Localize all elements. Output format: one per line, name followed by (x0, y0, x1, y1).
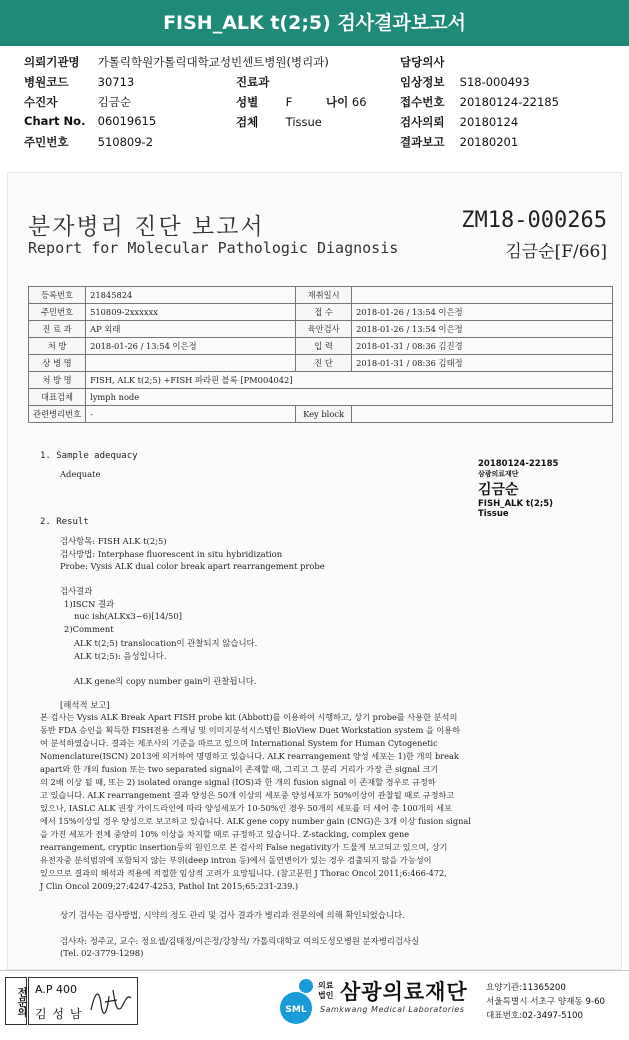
org-info-line: 대표번호:02-3497-5100 (486, 1011, 583, 1021)
table-cell: 21845824 (86, 287, 296, 304)
text-line: [해석적 보고] (60, 700, 110, 710)
sml-logo-text: SML (285, 1005, 307, 1015)
header-value: 510809-2 (97, 135, 154, 149)
text-line: 의 2배 이상 될 때, 또는 2) isolated orange signal (IOS)과 한 개의 fusion signal 이 존재할 경우로 규정하 (40, 777, 436, 787)
table-row (29, 355, 613, 372)
text-line: 1)ISCN 결과 (64, 599, 115, 609)
text-line: 본 검사는 Vysis ALK Break Apart FISH probe kit (Abbott)를 이용하여 시행하고, 상기 probe를 사용한 분석의 (40, 712, 458, 722)
table-cell: FISH, ALK t(2;5) +FISH 파라핀 블록 [PM004042] (86, 372, 613, 389)
header-value: 06019615 (97, 114, 157, 128)
org-name-en: Samkwang Medical Laboratories (320, 1005, 465, 1014)
header-value: 30713 (97, 75, 135, 89)
table-cell: 진 료 과 (29, 321, 86, 338)
header-label: 주민번호 (24, 135, 69, 149)
text-line: 검사방법: Interphase fluorescent in situ hybridization (60, 549, 283, 559)
org-info-line: 서울특별시 서초구 양재동 9-60 (486, 997, 606, 1007)
header-value: Tissue (285, 115, 322, 129)
text-line: Nomenclature(ISCN) 2013에 의거하여 명명하고 있습니다. ALK rearrangement 양성 세포는 1)한 개의 break (40, 751, 459, 761)
header-label: 나이 (326, 95, 349, 109)
text-line: J Clin Oncol 2009;27:4247-4253, Pathol Int 2015;65:231-239.) (40, 881, 299, 891)
specialist-stamp: 전문의 (5, 977, 27, 1025)
text-line: Probe: Vysis ALK dual color break apart rearrangement probe (60, 561, 325, 571)
text-line: ALK t(2;5): 음성입니다. (74, 651, 167, 661)
table-row (29, 406, 613, 423)
text-line: ALK t(2;5) translocation이 관찰되지 않습니다. (74, 638, 258, 648)
table-cell: 대표검체 (29, 389, 86, 406)
text-line: 검사자: 정주교, 교수: 정요셉/김태정/이은정/강창석/ 가톨릭대학교 여의도성모병원 분자병리검사실 (60, 936, 420, 946)
sticker-test: FISH_ALK t(2;5) (478, 499, 554, 509)
org-type (318, 981, 333, 1001)
header-label: 결과보고 (400, 135, 445, 149)
table-cell: 입 력 (296, 338, 352, 355)
table-cell: AP 외래 (86, 321, 296, 338)
header-label: 검체 (236, 115, 259, 129)
header-value: 가톨릭학원가톨릭대학교성빈센트병원(병리과) (97, 55, 329, 69)
header-label: 병원코드 (24, 75, 69, 89)
header-value: 20180124-22185 (459, 95, 559, 109)
text-line: (Tel. 02-3779-1298) (60, 948, 144, 958)
text-line: Adequate (60, 469, 101, 479)
text-line: 동반 FDA 승인을 획득한 FISH전용 스캐닝 및 이미지분석시스템인 BioView Duet Workstation system 을 이용하 (40, 725, 461, 735)
table-cell: 진 단 (296, 355, 352, 372)
table-row (29, 338, 613, 355)
org-type-line: 의료 (318, 981, 334, 990)
table-cell: 관련병리번호 (29, 406, 86, 423)
org-type-line: 법인 (318, 991, 334, 1000)
table-cell: 재취일시 (296, 287, 352, 304)
table-cell (352, 406, 613, 423)
table-cell: 접 수 (296, 304, 352, 321)
table-cell: 육안검사 (296, 321, 352, 338)
table-cell: 2018-01-31 / 08:36 김진경 (352, 338, 613, 355)
table-row (29, 287, 613, 304)
header-value: 김금순 (97, 95, 131, 109)
doctor-name: 김 성 남 (35, 1007, 83, 1021)
header-label: 임상정보 (400, 75, 445, 89)
table-cell (86, 355, 296, 372)
text-line: 있으나, IASLC ALK 권장 가이드라인에 따라 양성세포가 10-50%인 경우 50개의 세포를 더 세어 총 100개의 세포 (40, 803, 452, 813)
report-info-table (28, 286, 613, 423)
text-line: 검사항목: FISH ALK t(2;5) (60, 536, 167, 546)
org-name: 삼광의료재단 (340, 980, 468, 1004)
report-banner-title: FISH_ALK t(2;5) 검사결과보고서 (0, 0, 629, 46)
text-line: 고 있습니다. ALK rearrangement 결과 양성은 50개 이상의 세포중 양성세포가 50%이상이 관찰될 때로 규정하고 (40, 790, 455, 800)
table-cell: 2018-01-26 / 13:54 이은정 (86, 338, 296, 355)
report-title-ko: 분자병리 진단 보고서 (28, 214, 265, 240)
text-line: 2)Comment (64, 624, 114, 634)
table-row (29, 321, 613, 338)
text-line: rearrangement, cryptic insertion등의 원인으로 본 검사의 False negativity가 드물게 보고되고 있으며, 상기 (40, 842, 448, 852)
table-cell: 등록번호 (29, 287, 86, 304)
header-label: Chart No. (24, 114, 86, 128)
org-info-line: 요양기관:11365200 (486, 983, 566, 993)
ap-number: A.P 400 (35, 983, 77, 996)
header-value: 20180201 (459, 135, 519, 149)
signature-box (28, 977, 138, 1025)
text-line: apart와 한 개의 fusion 또는 two separated signal이 존재할 때, 그리고 그 분리 거리가 가장 큰 signal 크기 (40, 764, 439, 774)
header-label: 검사의뢰 (400, 115, 445, 129)
table-cell: lymph node (86, 389, 613, 406)
table-cell: Key block (296, 406, 352, 423)
table-cell: - (86, 406, 296, 423)
table-cell: 상 병 명 (29, 355, 86, 372)
table-cell: 처 방 명 (29, 372, 86, 389)
report-id: ZM18-000265 (461, 208, 607, 233)
table-cell: 주민번호 (29, 304, 86, 321)
text-line: ALK gene의 copy number gain이 관찰됩니다. (74, 676, 257, 686)
sticker-specimen: Tissue (478, 509, 509, 519)
header-label: 의뢰기관명 (24, 55, 80, 69)
text-line: 상기 검사는 검사방법, 시약의 정도 관리 및 검사 결과가 병리과 전문의에 의해 확인되었습니다. (60, 910, 405, 920)
header-value: 66 (351, 95, 367, 109)
table-row (29, 372, 613, 389)
table-cell: 2018-01-26 / 13:54 이은정 (352, 321, 613, 338)
header-label: 접수번호 (400, 95, 445, 109)
org-info (486, 981, 605, 1023)
text-line: 을 가진 세포가 전체 중양의 10% 이상을 차지할 때로 규정하고 있습니다. Z-stacking, complex gene (40, 829, 410, 839)
header-label: 담당의사 (400, 55, 445, 69)
table-cell: 2018-01-31 / 08:36 김태정 (352, 355, 613, 372)
text-line: nuc ish(ALKx3~6)[14/50] (74, 611, 182, 621)
header-value: 20180124 (459, 115, 519, 129)
specimen-sticker (478, 459, 558, 519)
section-heading: 1. Sample adequacy (40, 451, 138, 461)
table-cell: 2018-01-26 / 13:54 이은정 (352, 304, 613, 321)
header-value: F (285, 95, 293, 109)
text-line: 있으므로 결과의 해석과 적용에 적절한 임상적 고려가 요망됩니다. (참고문헌 J Thorac Oncol 2011;6:466-472, (40, 868, 447, 878)
scanned-report (7, 172, 622, 970)
table-cell: 510809-2xxxxxx (86, 304, 296, 321)
section-heading: 2. Result (40, 517, 89, 527)
text-line: 여 분석하였습니다. 결과는 제조사의 기준을 따르고 있으며 International System for Human Cytogenetic (40, 738, 438, 748)
sticker-accession: 20180124-22185 (478, 459, 559, 469)
signature-icon (87, 984, 135, 1020)
sticker-patient: 김금순 (478, 482, 519, 498)
table-row (29, 304, 613, 321)
header-label: 수진자 (24, 95, 58, 109)
sml-logo-icon (272, 976, 318, 1026)
text-line: 검사결과 (60, 586, 93, 596)
header-label: 진료과 (236, 75, 270, 89)
header-label: 성별 (236, 95, 259, 109)
text-line: 에서 15%이상일 경우 양성으로 보고하고 있습니다. ALK gene copy number gain (CNG)은 3개 이상 fusion signal (40, 816, 471, 826)
text-line: 유전자중 분석범위에 포함되지 않는 부위(deep intron 등)에서 돌연변이가 있는 경우 검출되지 않을 가능성이 (40, 855, 432, 865)
patient-label: 김금순[F/66] (505, 242, 607, 262)
table-row (29, 389, 613, 406)
sticker-org: 삼광의료재단 (478, 470, 519, 478)
table-cell: 처 방 (29, 338, 86, 355)
report-title-en: Report for Molecular Pathologic Diagnosis (28, 239, 399, 257)
table-cell (352, 287, 613, 304)
header-value: S18-000493 (459, 75, 530, 89)
